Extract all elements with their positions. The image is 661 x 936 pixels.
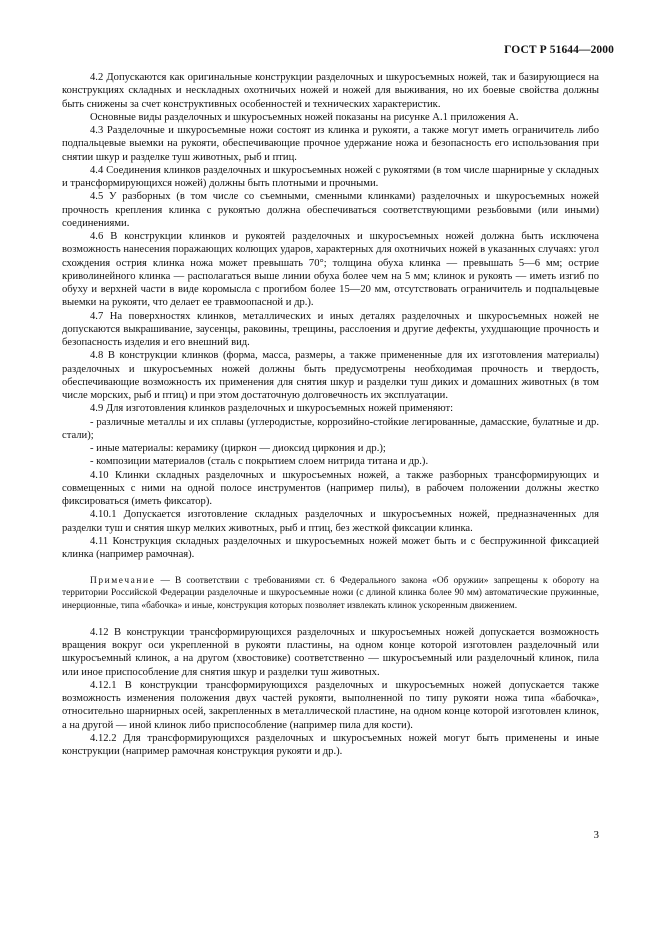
paragraph-4-8: 4.8 В конструкции клинков (форма, масса, размеры, а также примененные для их изготовления материалы) разделочных и шкуросъемных ножей должны быть предусмотрены необходимая прочность и твердость, обеспечивающие возможность их применения для снятия шкур и разделки туш диких и домашних животных (в том числе морских, рыб и птиц) и при этом достаточную долговечность их эксплуатации. [62,350,599,401]
paragraph-4-12: 4.12 В конструкции трансформирующихся разделочных и шкуросъемных ножей допускается возможность вращения вокруг оси укрепленной в рукояти пластины, на одном конце которой изготовлен разделочный или шкуросъемный клинок, а на другом (хвостовике) соответственно — шкуросъемный или разделочный клинок, пила или иное приспособление для снятия шкур и разделки туш животных. [62,626,599,678]
paragraph-4-9: 4.9 Для изготовления клинков разделочных и шкуросъемных ножей применяют: [90,403,454,415]
paragraph-4-2: 4.2 Допускаются как оригинальные конструкции разделочных и шкуросъемных ножей, так и базирующиеся на конструкциях складных и нескладных охотничьих ножей и ножей для выживания, но их боевые свойства должны быть снижены за счет конструктивных особенностей и технических характеристик. [62,72,599,110]
paragraph-4-3: 4.3 Разделочные и шкуросъемные ножи состоят из клинка и рукояти, а также могут иметь ограничитель либо подпальцевые выемки на рукояти, обеспечивающие прочное удержание ножа и безопасность его использования при снятии шкур и разделке туш животных, рыб и птиц. [62,125,599,163]
note-label: Примечание [90,576,156,587]
note [62,575,599,612]
paragraph-4-10: 4.10 Клинки складных разделочных и шкуросъемных ножей, а также разборных трансформирующих и совмещенных с ними на одной полосе инструментов (например пилы), в рабочем положении должны жестко фиксироваться (иметь фиксатор). [62,469,599,507]
paragraph-4-11: 4.11 Конструкция складных разделочных и шкуросъемных ножей может быть и с беспружинной фиксацией клинка (например рамочная). [62,535,599,560]
page-number: 3 [593,829,599,841]
list-item-metals: - различные металлы и их сплавы (углеродистые, коррозийно-стойкие легированные, дамасские, булатные и др. стали); [62,416,599,441]
document-header: ГОСТ Р 51644—2000 [504,44,614,56]
document-body [62,71,599,758]
note-text: — В соответствии с требованиями ст. 6 Федерального закона «Об оружии» запрещены к обороту на территории Российской Федерации разделочные и шкуросъемные ножи (с длиной клинка более 90 мм) автоматические пружинные, инерционные, типа «бабочка» и иные, конструкция которых позволяет извлекать клинок ускоренным движением. [62,576,599,611]
paragraph-4-5: 4.5 У разборных (в том числе со съемными, сменными клинками) разделочных и шкуросъемных ножей прочность крепления клинка с рукоятью должна обеспечиваться соответствующими резьбовыми (или иными) соединениями. [62,191,599,229]
paragraph-4-12-2: 4.12.2 Для трансформирующихся разделочных и шкуросъемных ножей могут быть применены и иные конструкции (например рамочная конструкция рукояти и др.). [62,732,599,758]
list-item-composites: - композиции материалов (сталь с покрытием слоем нитрида титана и др.). [90,456,429,468]
paragraph-4-7: 4.7 На поверхностях клинков, металлических и иных деталях разделочных и шкуросъемных ножей не допускаются выкрашивание, заусенцы, раковины, трещины, расслоения и другие дефекты, ухудшающие прочность и безопасность изделия и его внешний вид. [62,310,599,348]
paragraph-4-10-1: 4.10.1 Допускается изготовление складных разделочных и шкуросъемных ножей, предназначенных для разделки туш и снятия шкур мелких животных, рыб и птиц, без жесткой фиксации клинка. [62,509,599,534]
paragraph-4-12-1: 4.12.1 В конструкции трансформирующихся разделочных и шкуросъемных ножей допускается также возможность изменения положения двух частей рукояти, выполненной по типу рукояти ножа типа «бабочка», относительно шарнирных осей, закрепленных в металлической пластине, на одном конце которой изготовлен клинок, а на другой — иной клинок либо приспособление (например пила для кости). [62,679,599,731]
paragraph-4-4: 4.4 Соединения клинков разделочных и шкуросъемных ножей с рукоятями (в том числе шарнирные у складных и трансформирующихся ножей) должны быть плотными и прочными. [62,164,599,189]
list-item-ceramics: - иные материалы: керамику (циркон — диоксид циркония и др.); [90,443,386,454]
paragraph-4-6: 4.6 В конструкции клинков и рукоятей разделочных и шкуросъемных ножей должна быть исключена возможность нанесения поражающих колющих ударов, характерных для охотничьих ножей в указанных случаях: угол схождения острия клинка ножа может превышать 70°; толщина обуха клинка — превышать 5—6 мм; острие криволинейного клинка — располагаться выше линии обуха более чем на 5 мм; клинок и рукоять — иметь изгиб по обуху и верхней части в виде коромысла с прогибом более 15—20 мм, отсутствовать ограничитель и подпальцевые выемки на рукояти, что делает ее травмоопасной и др.). [62,231,599,309]
paragraph-figure-reference: Основные виды разделочных и шкуросъемных ножей показаны на рисунке А.1 приложения А. [90,111,519,123]
